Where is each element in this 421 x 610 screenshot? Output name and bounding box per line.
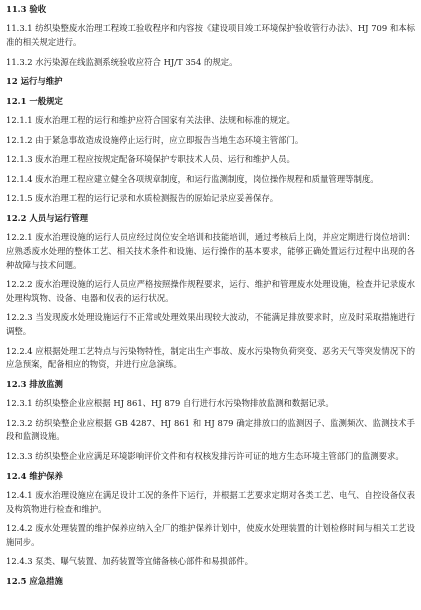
paragraph-12-4-2: 12.4.2 废水处理装置的维护保养应纳入全厂的维护保养计划中，使废水处理装置的计划检修时间与相关工艺设施同步。 <box>6 523 415 547</box>
section-heading-12-1: 12.1 一般规定 <box>6 95 63 106</box>
section-heading-12-2: 12.2 人员与运行管理 <box>6 212 88 223</box>
paragraph-12-1-5: 12.1.5 废水治理工程的运行记录和水质检测报告的原始记录应妥善保存。 <box>6 193 279 204</box>
section-heading-12-3: 12.3 排放监测 <box>6 378 63 389</box>
paragraph-11-3-1: 11.3.1 纺织染整废水治理工程竣工验收程序和内容按《建设项目竣工环境保护验收管行办法》、HJ 709 和本标准的相关规定进行。 <box>6 23 415 47</box>
section-heading-12-4: 12.4 维护保养 <box>6 470 63 481</box>
paragraph-12-2-3: 12.2.3 当发现废水处理设施运行不正常或处理效果出现较大波动，不能满足排放要求时，应及时采取措施进行调整。 <box>6 312 415 336</box>
paragraph-12-3-1: 12.3.1 纺织染整企业应根据 HJ 861、HJ 879 自行进行水污染物排放监测和数据记录。 <box>6 398 334 409</box>
paragraph-12-1-1: 12.1.1 废水治理工程的运行和维护应符合国家有关法律、法规和标准的规定。 <box>6 115 295 125</box>
paragraph-12-3-3: 12.3.3 纺织染整企业应满足环境影响评价文件和有权核发排污许可证的地方生态环境主管部门的监测要求。 <box>6 450 404 461</box>
paragraph-12-2-2: 12.2.2 废水治理设施的运行人员应严格按照操作规程要求，运行、维护和管理废水处理设施，检查并记录废水处理构筑物、设备、电器和仪表的运行状况。 <box>6 279 415 303</box>
paragraph-12-3-2: 12.3.2 纺织染整企业应根据 GB 4287、HJ 861 和 HJ 879 确定排放口的监测因子、监测频次、监测技术手段和监测设施。 <box>6 417 415 442</box>
paragraph-11-3-2: 11.3.2 水污染源在线监测系统验收应符合 HJ/T 354 的规定。 <box>6 56 238 67</box>
section-heading-11-3: 11.3 验收 <box>6 4 47 14</box>
paragraph-12-4-1: 12.4.1 废水治理设施应在满足设计工况的条件下运行，并根据工艺要求定期对各类工艺、电气、自控设备仪表及构筑物进行检查和维护。 <box>6 489 415 514</box>
paragraph-12-4-3: 12.4.3 泵类、曝气装置、加药装置等宜储备核心部件和易损部件。 <box>6 556 254 567</box>
paragraph-12-1-4: 12.1.4 废水治理工程应建立健全各项规章制度，和运行监测制度，岗位操作规程和质量管理等制度。 <box>6 173 379 184</box>
chapter-heading-12: 12 运行与维护 <box>6 76 63 87</box>
paragraph-12-2-4: 12.2.4 应根据处理工艺特点与污染物特性，制定出生产事故、废水污染物负荷突变、恶劣天气等突发情况下的应急预案，配备相应的物资，并进行应急演练。 <box>6 345 415 370</box>
paragraph-12-1-2: 12.1.2 由于紧急事故造成设施停止运行时，应立即报告当地生态环境主管部门。 <box>6 134 304 145</box>
paragraph-12-1-3: 12.1.3 废水治理工程应按规定配备环境保护专职技术人员、运行和维护人员。 <box>6 154 295 165</box>
section-heading-12-5: 12.5 应急措施 <box>6 575 63 586</box>
paragraph-12-2-1: 12.2.1 废水治理设施的运行人员应经过岗位安全培训和技能培训，通过考核后上岗，并应定期进行岗位培训：应熟悉废水处理的整体工艺、相关技术条件和设施、运行操作的基本要求，能够正确处置运行过程中出现的各种故障与技术问题。 <box>6 232 415 270</box>
